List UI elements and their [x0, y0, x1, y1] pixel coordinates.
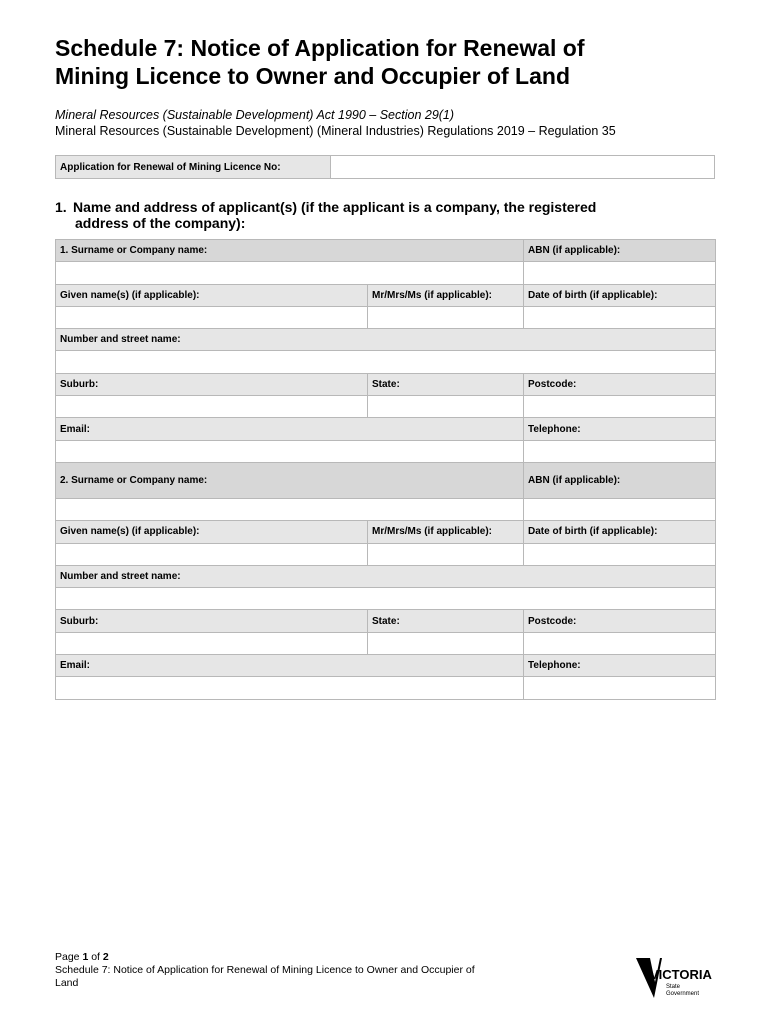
- applicant-2-dob-field[interactable]: [524, 543, 716, 565]
- page-number: [55, 951, 575, 964]
- title-line-1: Schedule 7: Notice of Application for Renewal of: [55, 35, 585, 61]
- regulation-reference: Mineral Resources (Sustainable Development) (Mineral Industries) Regulations 2019 – Regulation 35: [55, 124, 616, 138]
- victoria-government-logo: [636, 956, 718, 1000]
- legislation-reference: [55, 107, 755, 139]
- page-title: [55, 34, 735, 90]
- applicant-2-given-name-field[interactable]: [56, 543, 368, 565]
- page-of: of: [88, 951, 103, 963]
- applicant-1-dob-label: Date of birth (if applicable):: [524, 284, 716, 306]
- licence-number-table: [55, 155, 715, 179]
- section-number: 1.: [55, 199, 67, 215]
- page-total: 2: [102, 951, 109, 963]
- applicant-1-email-label: Email:: [56, 418, 524, 440]
- applicant-1-street-label: Number and street name:: [56, 329, 716, 351]
- applicant-2-surname-field[interactable]: [56, 498, 524, 520]
- applicant-2-telephone-field[interactable]: [524, 677, 716, 699]
- applicant-2-state-label: State:: [368, 610, 524, 632]
- page-prefix: Page: [55, 951, 83, 963]
- applicant-1-title-label: Mr/Mrs/Ms (if applicable):: [368, 284, 524, 306]
- logo-wordmark: VICTORIA: [650, 967, 712, 982]
- applicant-1-dob-field[interactable]: [524, 306, 716, 328]
- applicant-2-abn-field[interactable]: [524, 498, 716, 520]
- applicant-2-suburb-field[interactable]: [56, 632, 368, 654]
- applicant-1-abn-field[interactable]: [524, 262, 716, 284]
- applicant-1-telephone-label: Telephone:: [524, 418, 716, 440]
- section-heading-line-2: address of the company):: [75, 215, 246, 231]
- applicant-1-street-field[interactable]: [56, 351, 716, 373]
- footer-doc-title-2: Land: [55, 977, 79, 989]
- applicant-details-table: [55, 239, 716, 700]
- applicant-2-abn-label: ABN (if applicable):: [524, 462, 716, 498]
- applicant-2-street-label: Number and street name:: [56, 565, 716, 587]
- act-reference: Mineral Resources (Sustainable Development) Act 1990 – Section 29(1): [55, 108, 455, 122]
- section-1-heading: [55, 199, 715, 231]
- applicant-1-state-label: State:: [368, 373, 524, 395]
- logo-government: Government: [666, 991, 700, 997]
- applicant-2-postcode-label: Postcode:: [524, 610, 716, 632]
- applicant-1-suburb-label: Suburb:: [56, 373, 368, 395]
- applicant-1-title-field[interactable]: [368, 306, 524, 328]
- applicant-2-telephone-label: Telephone:: [524, 655, 716, 677]
- section-heading-line-1: Name and address of applicant(s) (if the applicant is a company, the registered: [73, 199, 597, 215]
- applicant-2-given-name-label: Given name(s) (if applicable):: [56, 521, 368, 543]
- applicant-1-postcode-field[interactable]: [524, 396, 716, 418]
- applicant-1-suburb-field[interactable]: [56, 396, 368, 418]
- applicant-2-title-label: Mr/Mrs/Ms (if applicable):: [368, 521, 524, 543]
- applicant-2-dob-label: Date of birth (if applicable):: [524, 521, 716, 543]
- applicant-1-given-name-field[interactable]: [56, 306, 368, 328]
- applicant-2-state-field[interactable]: [368, 632, 524, 654]
- applicant-1-email-field[interactable]: [56, 440, 524, 462]
- applicant-1-abn-label: ABN (if applicable):: [524, 240, 716, 262]
- applicant-1-state-field[interactable]: [368, 396, 524, 418]
- applicant-2-email-label: Email:: [56, 655, 524, 677]
- logo-state: State: [666, 984, 681, 990]
- applicant-2-title-field[interactable]: [368, 543, 524, 565]
- applicant-1-surname-label: 1. Surname or Company name:: [56, 240, 524, 262]
- page-footer: [55, 951, 575, 990]
- applicant-2-postcode-field[interactable]: [524, 632, 716, 654]
- applicant-1-given-name-label: Given name(s) (if applicable):: [56, 284, 368, 306]
- licence-number-label: Application for Renewal of Mining Licence No:: [56, 156, 331, 179]
- page-current: 1: [82, 951, 89, 963]
- applicant-1-telephone-field[interactable]: [524, 440, 716, 462]
- title-line-2: Mining Licence to Owner and Occupier of Land: [55, 63, 570, 89]
- applicant-2-surname-label: 2. Surname or Company name:: [56, 462, 524, 498]
- licence-number-field[interactable]: [331, 156, 715, 179]
- applicant-2-email-field[interactable]: [56, 677, 524, 699]
- applicant-2-street-field[interactable]: [56, 588, 716, 610]
- applicant-2-suburb-label: Suburb:: [56, 610, 368, 632]
- applicant-1-surname-field[interactable]: [56, 262, 524, 284]
- applicant-1-postcode-label: Postcode:: [524, 373, 716, 395]
- footer-doc-title-1: Schedule 7: Notice of Application for Renewal of Mining Licence to Owner and Occupier of: [55, 964, 475, 976]
